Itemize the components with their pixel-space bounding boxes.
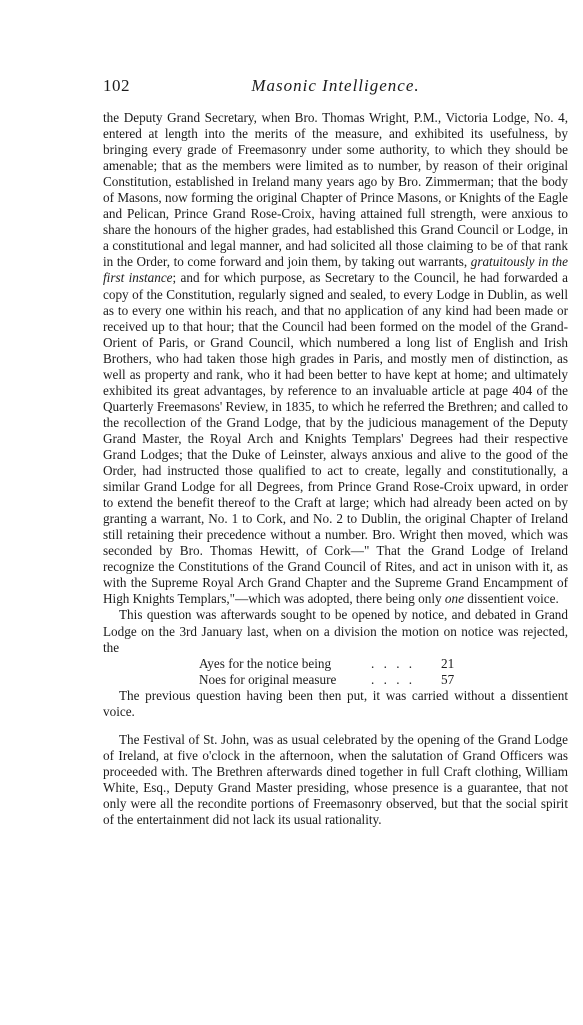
body-text [103, 110, 568, 828]
paragraph-question-opened: This question was afterwards sought to be opened by notice, and debated in Grand Lodge on the 3rd January last, when on a division the motion on notice was rejected, the [103, 607, 568, 655]
vote-label: Ayes for the notice being [199, 655, 332, 671]
vote-table [199, 656, 568, 688]
page-header [103, 76, 568, 100]
paragraph-festival-st-john: The Festival of St. John, was as usual celebrated by the opening of the Grand Lodge of Ireland, at five o'clock in the afternoon, when the salutation of Grand Officers was proceeded with. The Brethren afterwards dined together in full Craft clothing, William White, Esq., Deputy Grand Master presiding, whose presence is a guarantee, that not only were all the recondite portions of Freemasonry observed, but that the social spirit of the entertainment did not lack its usual rationality. [103, 731, 568, 828]
running-title: Masonic Intelligence. [251, 76, 420, 95]
paragraph-1-italic-one: one [444, 591, 464, 607]
vote-row-noes [199, 672, 568, 688]
paragraph-deputy-grand-secretary [103, 110, 568, 607]
vote-count: 57 [441, 671, 455, 687]
paragraph-1-part-b: ; and for which purpose, as Secretary to the Council, he had forwarded a copy of the Constitution, regularly signed and sealed, to every Lodge in Dublin, as well as to every one within his reach, and that no application of any kind had been made or received up to that hour; that the Council had been formed on the model of the Grand-Orient of Paris, or Grand Council, which numbered a long list of English and Irish Brothers, who had taken those high grades in Paris, and mostly men of distinction, as well as property and rank, who it had been better to have kept at home; and ultimately exhibited its great advantages, by reference to an invaluable article at page 404 of the Quarterly Freemasons' Review, in 1835, to which he referred the Brethren; and called to the recollection of the Grand Lodge, that by the judicious management of the Deputy Grand Master, the Royal Arch and Knights Templars' Degrees had their respective Grand Lodges; that the Duke of Leinster, always anxious and alive to the good of the Order, had instructed those qualified to act to create, legally and constitutionally, a similar Grand Lodge for all Degrees, from Prince Grand Rose-Croix upward, in order to extend the benefit thereof to the Craft at large; which had already been acted on by granting a warrant, No. 1 to Cork, and No. 2 to Dublin, the original Chapter of Ireland still retaining their precedence without a number. Bro. Wright then moved, which was seconded by Bro. Thomas Hewitt, of Cork—" That the Grand Lodge of Ireland recognize the Constitutions of the Grand Council of Rites, and act in unison with it, as with the Supreme Royal Arch Grand Chapter and the Supreme Grand Encampment of High Knights Templars,"—which was adopted, there being only [103, 270, 568, 607]
page-number: 102 [103, 76, 130, 95]
paragraph-1-part-c: dissentient voice. [463, 591, 559, 607]
paragraph-1-italic-gratuitously: gratuitously in the first instance [103, 254, 568, 286]
book-page [103, 76, 568, 828]
vote-row-ayes [199, 656, 568, 672]
vote-leader-dots: . . . . [371, 671, 416, 687]
paragraph-1-part-a: the Deputy Grand Secretary, when Bro. Thomas Wright, P.M., Victoria Lodge, No. 4, entered at length into the merits of the measure, and exhibited its usefulness, by bringing every grade of Freemasonry under some authority, to which they should be amenable; that as the members were limited as to number, by reason of their original Constitution, established in Ireland many years ago by Bro. Zimmerman; that the body of Masons, now forming the original Chapter of Prince Masons, or Knights of the Eagle and Pelican, Prince Grand Rose-Croix, having attained full strength, were anxious to share the honours of the higher grades, had established this Grand Council or Lodge, in a constitutional and legal manner, and had solicited all those claiming to be of that rank in the Order, to come forward and join them, by taking out warrants, [103, 110, 568, 270]
paragraph-previous-question: The previous question having been then put, it was carried without a dissentient voice. [103, 687, 568, 719]
vote-leader-dots: . . . . [371, 655, 416, 671]
paragraph-gap [103, 720, 568, 732]
vote-label: Noes for original measure [199, 671, 337, 687]
vote-count: 21 [441, 655, 455, 671]
